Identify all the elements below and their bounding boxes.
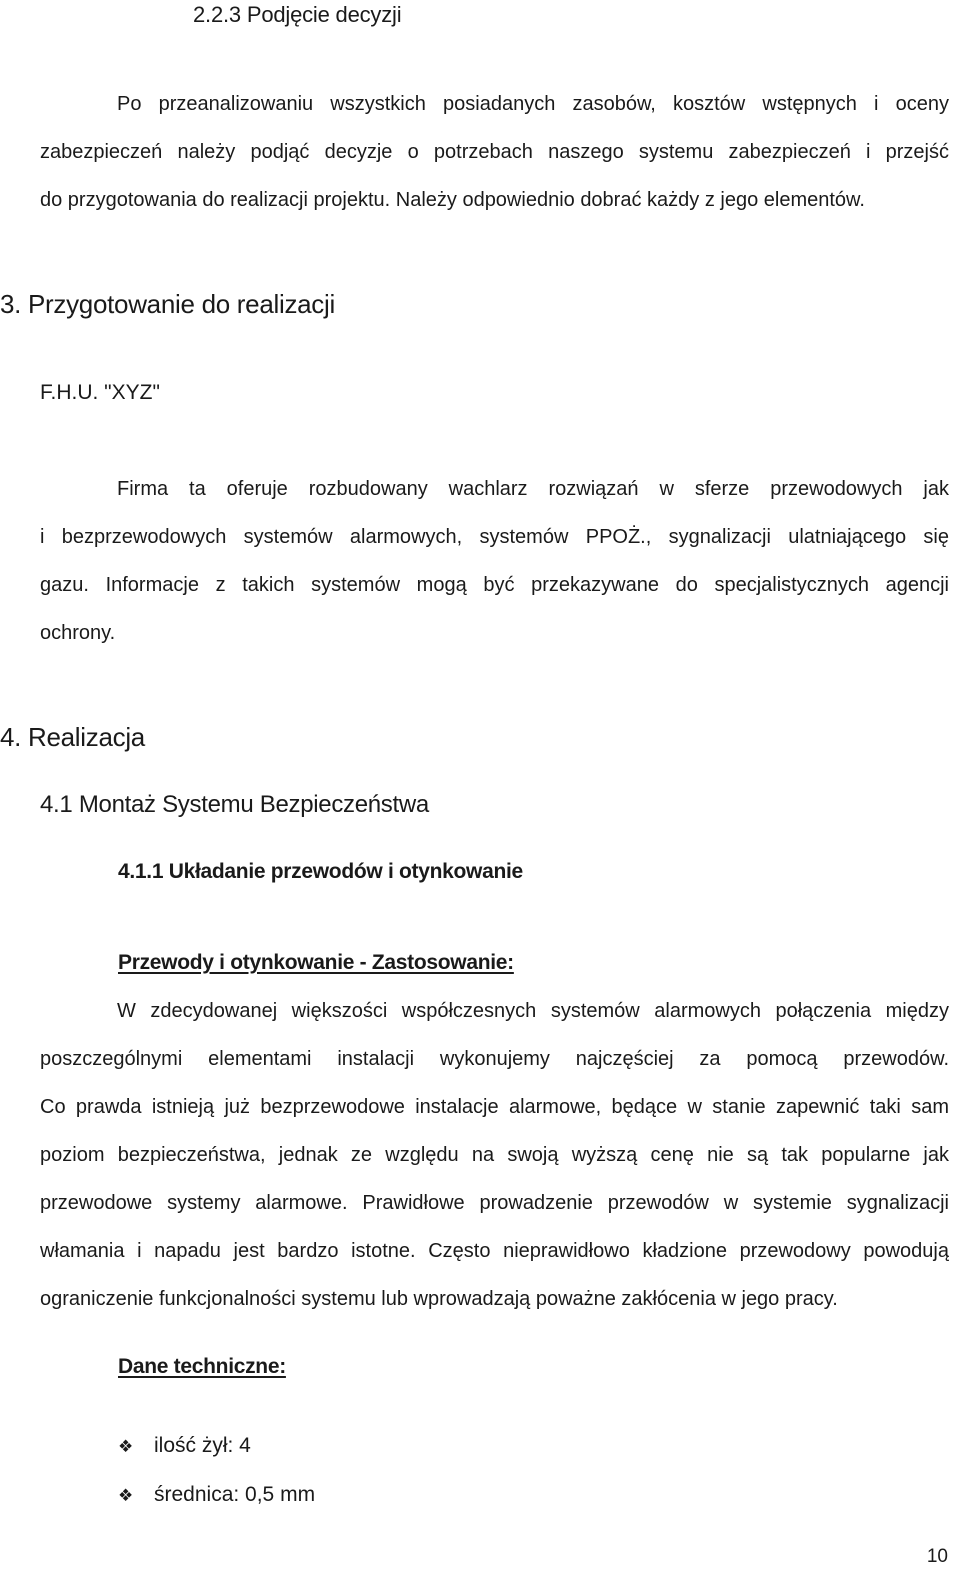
paragraph-line: Firma ta oferuje rozbudowany wachlarz rozwiązań w sferze przewodowych jak [117, 478, 949, 500]
paragraph-line: poszczególnymi elementami instalacji wykonujemy najczęściej za pomocą przewodów. [40, 1048, 949, 1070]
section-4-1-1-heading: 4.1.1 Układanie przewodów i otynkowanie [118, 860, 523, 883]
paragraph-line: W zdecydowanej większości współczesnych systemów alarmowych połączenia między [117, 1000, 949, 1022]
company-name: F.H.U. "XYZ" [40, 381, 160, 404]
technical-data-heading: Dane techniczne: [118, 1355, 286, 1378]
section-2-2-3-heading: 2.2.3 Podjęcie decyzji [193, 2, 402, 27]
paragraph-line: Po przeanalizowaniu wszystkich posiadanych zasobów, kosztów wstępnych i oceny [117, 93, 949, 115]
company-paragraph [40, 465, 949, 657]
paragraph-line: włamania i napadu jest bardzo istotne. Często nieprawidłowo kładzione przewodowy powodują [40, 1240, 949, 1262]
paragraph-line: poziom bezpieczeństwa, jednak ze względu na swoją wyższą cenę nie są tak popularne jak [40, 1144, 949, 1166]
usage-heading: Przewody i otynkowanie - Zastosowanie: [118, 951, 514, 974]
paragraph-line: ograniczenie funkcjonalności systemu lub wprowadzają poważne zakłócenia w jego pracy. [40, 1288, 838, 1310]
paragraph-line: Co prawda istnieją już bezprzewodowe instalacje alarmowe, będące w stanie zapewnić taki sam [40, 1096, 949, 1118]
paragraph-line: zabezpieczeń należy podjąć decyzje o potrzebach naszego systemu zabezpieczeń i przejść [40, 141, 949, 163]
paragraph-line: i bezprzewodowych systemów alarmowych, systemów PPOŻ., sygnalizacji ulatniającego się [40, 526, 949, 548]
list-item-text: średnica: 0,5 mm [154, 1483, 316, 1506]
section-4-heading: 4. Realizacja [0, 722, 145, 752]
paragraph-line: gazu. Informacje z takich systemów mogą być przekazywane do specjalistycznych agencji [40, 574, 949, 596]
list-item [118, 1430, 315, 1479]
diamond-bullet-icon: ❖ [118, 1437, 134, 1456]
page-number: 10 [926, 1546, 948, 1567]
diamond-bullet-icon: ❖ [118, 1486, 134, 1505]
section-3-heading: 3. Przygotowanie do realizacji [0, 289, 335, 319]
paragraph-line: przewodowe systemy alarmowe. Prawidłowe prowadzenie przewodów w systemie sygnalizacji [40, 1192, 949, 1214]
usage-paragraph [40, 987, 949, 1323]
section-4-1-heading: 4.1 Montaż Systemu Bezpieczeństwa [40, 791, 429, 818]
decision-paragraph [40, 80, 949, 224]
list-item-text: ilość żył: 4 [154, 1434, 251, 1457]
list-item [118, 1479, 315, 1528]
paragraph-line: ochrony. [40, 622, 116, 644]
paragraph-line: do przygotowania do realizacji projektu. Należy odpowiednio dobrać każdy z jego elementów. [40, 189, 865, 211]
technical-data-list [118, 1430, 315, 1528]
